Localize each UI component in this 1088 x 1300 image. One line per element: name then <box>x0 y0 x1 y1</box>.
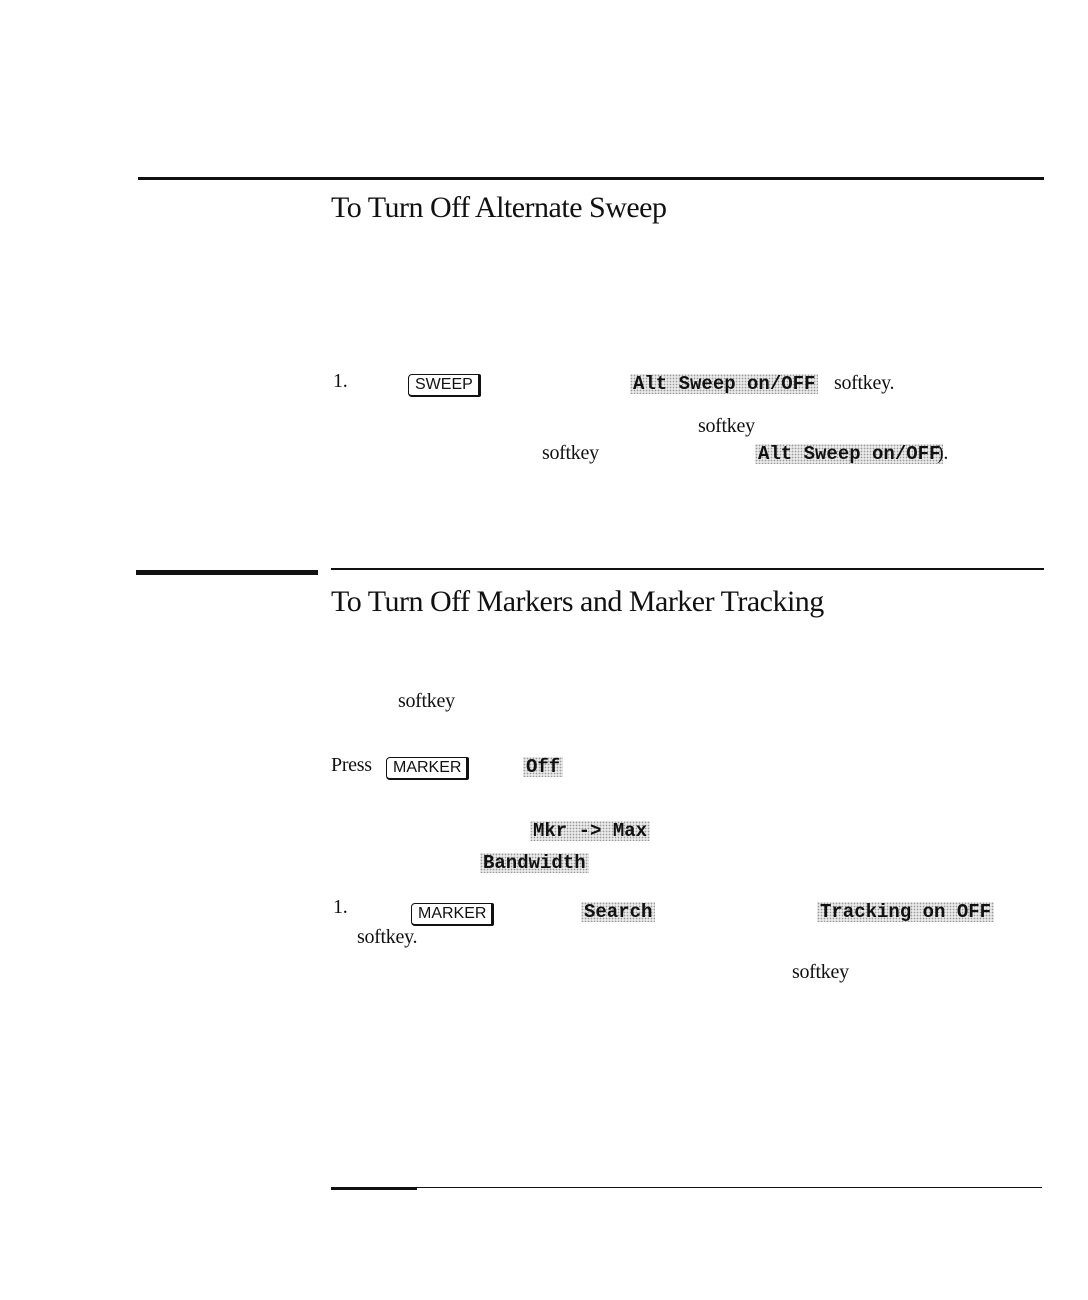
section-title-alternate-sweep: To Turn Off Alternate Sweep <box>331 191 667 224</box>
top-rule <box>138 177 1044 180</box>
alt-sweep-softkey-reference: Alt Sweep on/OFF <box>755 444 943 464</box>
softkey-word: softkey <box>398 690 455 712</box>
section-divider-thick <box>136 570 318 575</box>
softkey-word: softkey. <box>357 926 418 948</box>
softkey-word: softkey <box>792 961 849 983</box>
search-softkey[interactable]: Search <box>581 902 655 922</box>
tracking-softkey[interactable]: Tracking on OFF <box>817 902 994 922</box>
marker-key[interactable]: MARKER <box>411 903 494 926</box>
bandwidth-softkey: Bandwidth <box>480 853 589 873</box>
off-softkey[interactable]: Off <box>523 757 563 777</box>
step-number: 1. <box>333 896 348 918</box>
softkey-word: softkey. <box>834 372 895 394</box>
alt-sweep-softkey[interactable]: Alt Sweep on/OFF <box>630 374 818 394</box>
press-label: Press <box>331 754 372 776</box>
sweep-key[interactable]: SWEEP <box>408 374 481 397</box>
closing-punctuation: ). <box>937 442 949 464</box>
mkr-max-softkey: Mkr -> Max <box>530 821 650 841</box>
bottom-rule-thin <box>331 1187 1042 1188</box>
section-title-markers: To Turn Off Markers and Marker Tracking <box>331 585 824 618</box>
softkey-word: softkey <box>542 442 599 464</box>
softkey-word: softkey <box>698 415 755 437</box>
marker-key[interactable]: MARKER <box>386 757 469 780</box>
step-number: 1. <box>333 370 348 392</box>
section-divider-thin <box>331 568 1044 570</box>
